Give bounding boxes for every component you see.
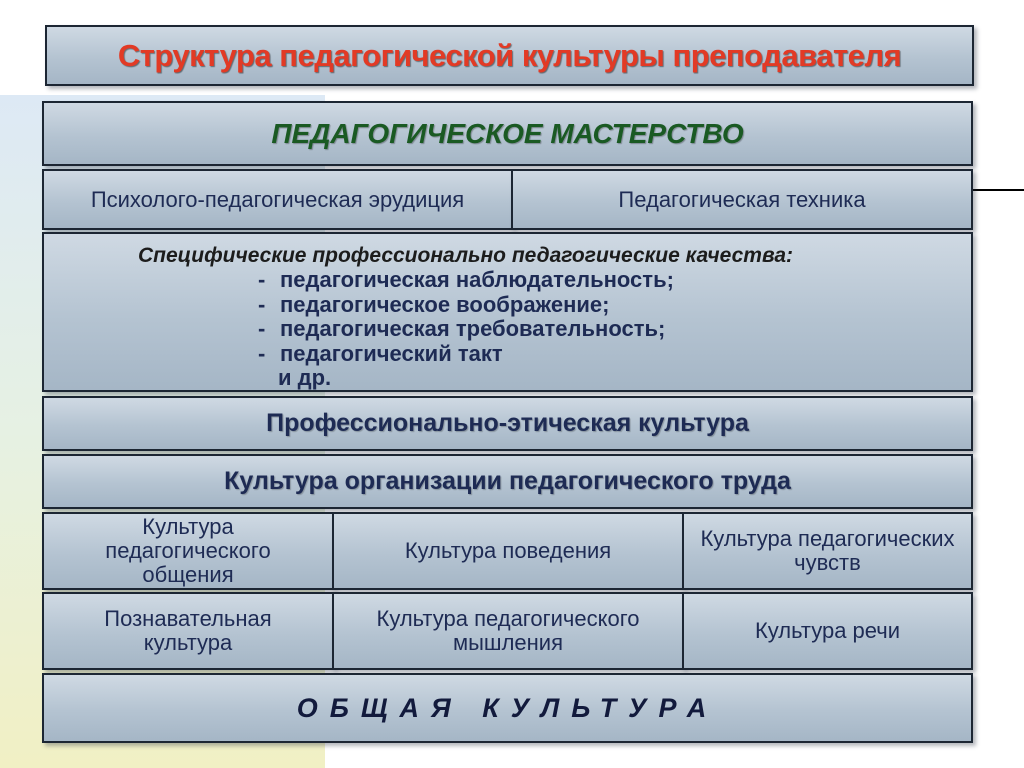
- erudition-box: [42, 169, 513, 230]
- qualities-list: [258, 268, 674, 391]
- behavior-culture-box: [332, 512, 684, 590]
- speech-culture-label: Культура речи: [754, 618, 901, 643]
- title-reflection: [120, 80, 840, 92]
- communication-culture-label: Культура педагогического общения: [105, 514, 271, 587]
- connector-line: [972, 189, 1024, 191]
- technique-label: Педагогическая техника: [618, 186, 866, 212]
- ethics-box: [42, 396, 973, 451]
- qualities-heading: Специфические профессионально педагогические качества:: [138, 244, 794, 267]
- thinking-culture-box: [332, 592, 684, 670]
- general-culture-label: ОБЩАЯ КУЛЬТУРА: [296, 692, 719, 723]
- ethics-label: Профессионально-этическая культура: [266, 409, 749, 437]
- erudition-label: Психолого-педагогическая эрудиция: [90, 186, 465, 212]
- behavior-culture-label: Культура поведения: [404, 538, 612, 563]
- list-item: - педагогическое воображение;: [258, 291, 610, 317]
- organization-box: [42, 454, 973, 509]
- thinking-culture-label: Культура педагогического мышления: [376, 606, 640, 655]
- general-culture-box: [42, 673, 973, 743]
- cognitive-culture-box: [42, 592, 334, 670]
- qualities-box: [42, 232, 973, 392]
- list-item: - педагогический такт: [258, 340, 503, 366]
- technique-box: [511, 169, 973, 230]
- mastery-box: [42, 101, 973, 166]
- cognitive-culture-label: Познавательная культура: [104, 606, 272, 655]
- list-item: - педагогическая наблюдательность;: [258, 267, 674, 292]
- feelings-culture-box: [682, 512, 973, 590]
- organization-label: Культура организации педагогического труда: [224, 467, 791, 495]
- mastery-label: ПЕДАГОГИЧЕСКОЕ МАСТЕРСТВО: [271, 117, 744, 149]
- list-item-etc: и др.: [278, 365, 332, 390]
- diagram-title: Структура педагогической культуры преподавателя: [117, 37, 902, 73]
- communication-culture-box: [42, 512, 334, 590]
- speech-culture-box: [682, 592, 973, 670]
- feelings-culture-label: Культура педагогических чувств: [700, 526, 955, 575]
- list-item: - педагогическая требовательность;: [258, 316, 666, 341]
- title-box: [45, 25, 974, 86]
